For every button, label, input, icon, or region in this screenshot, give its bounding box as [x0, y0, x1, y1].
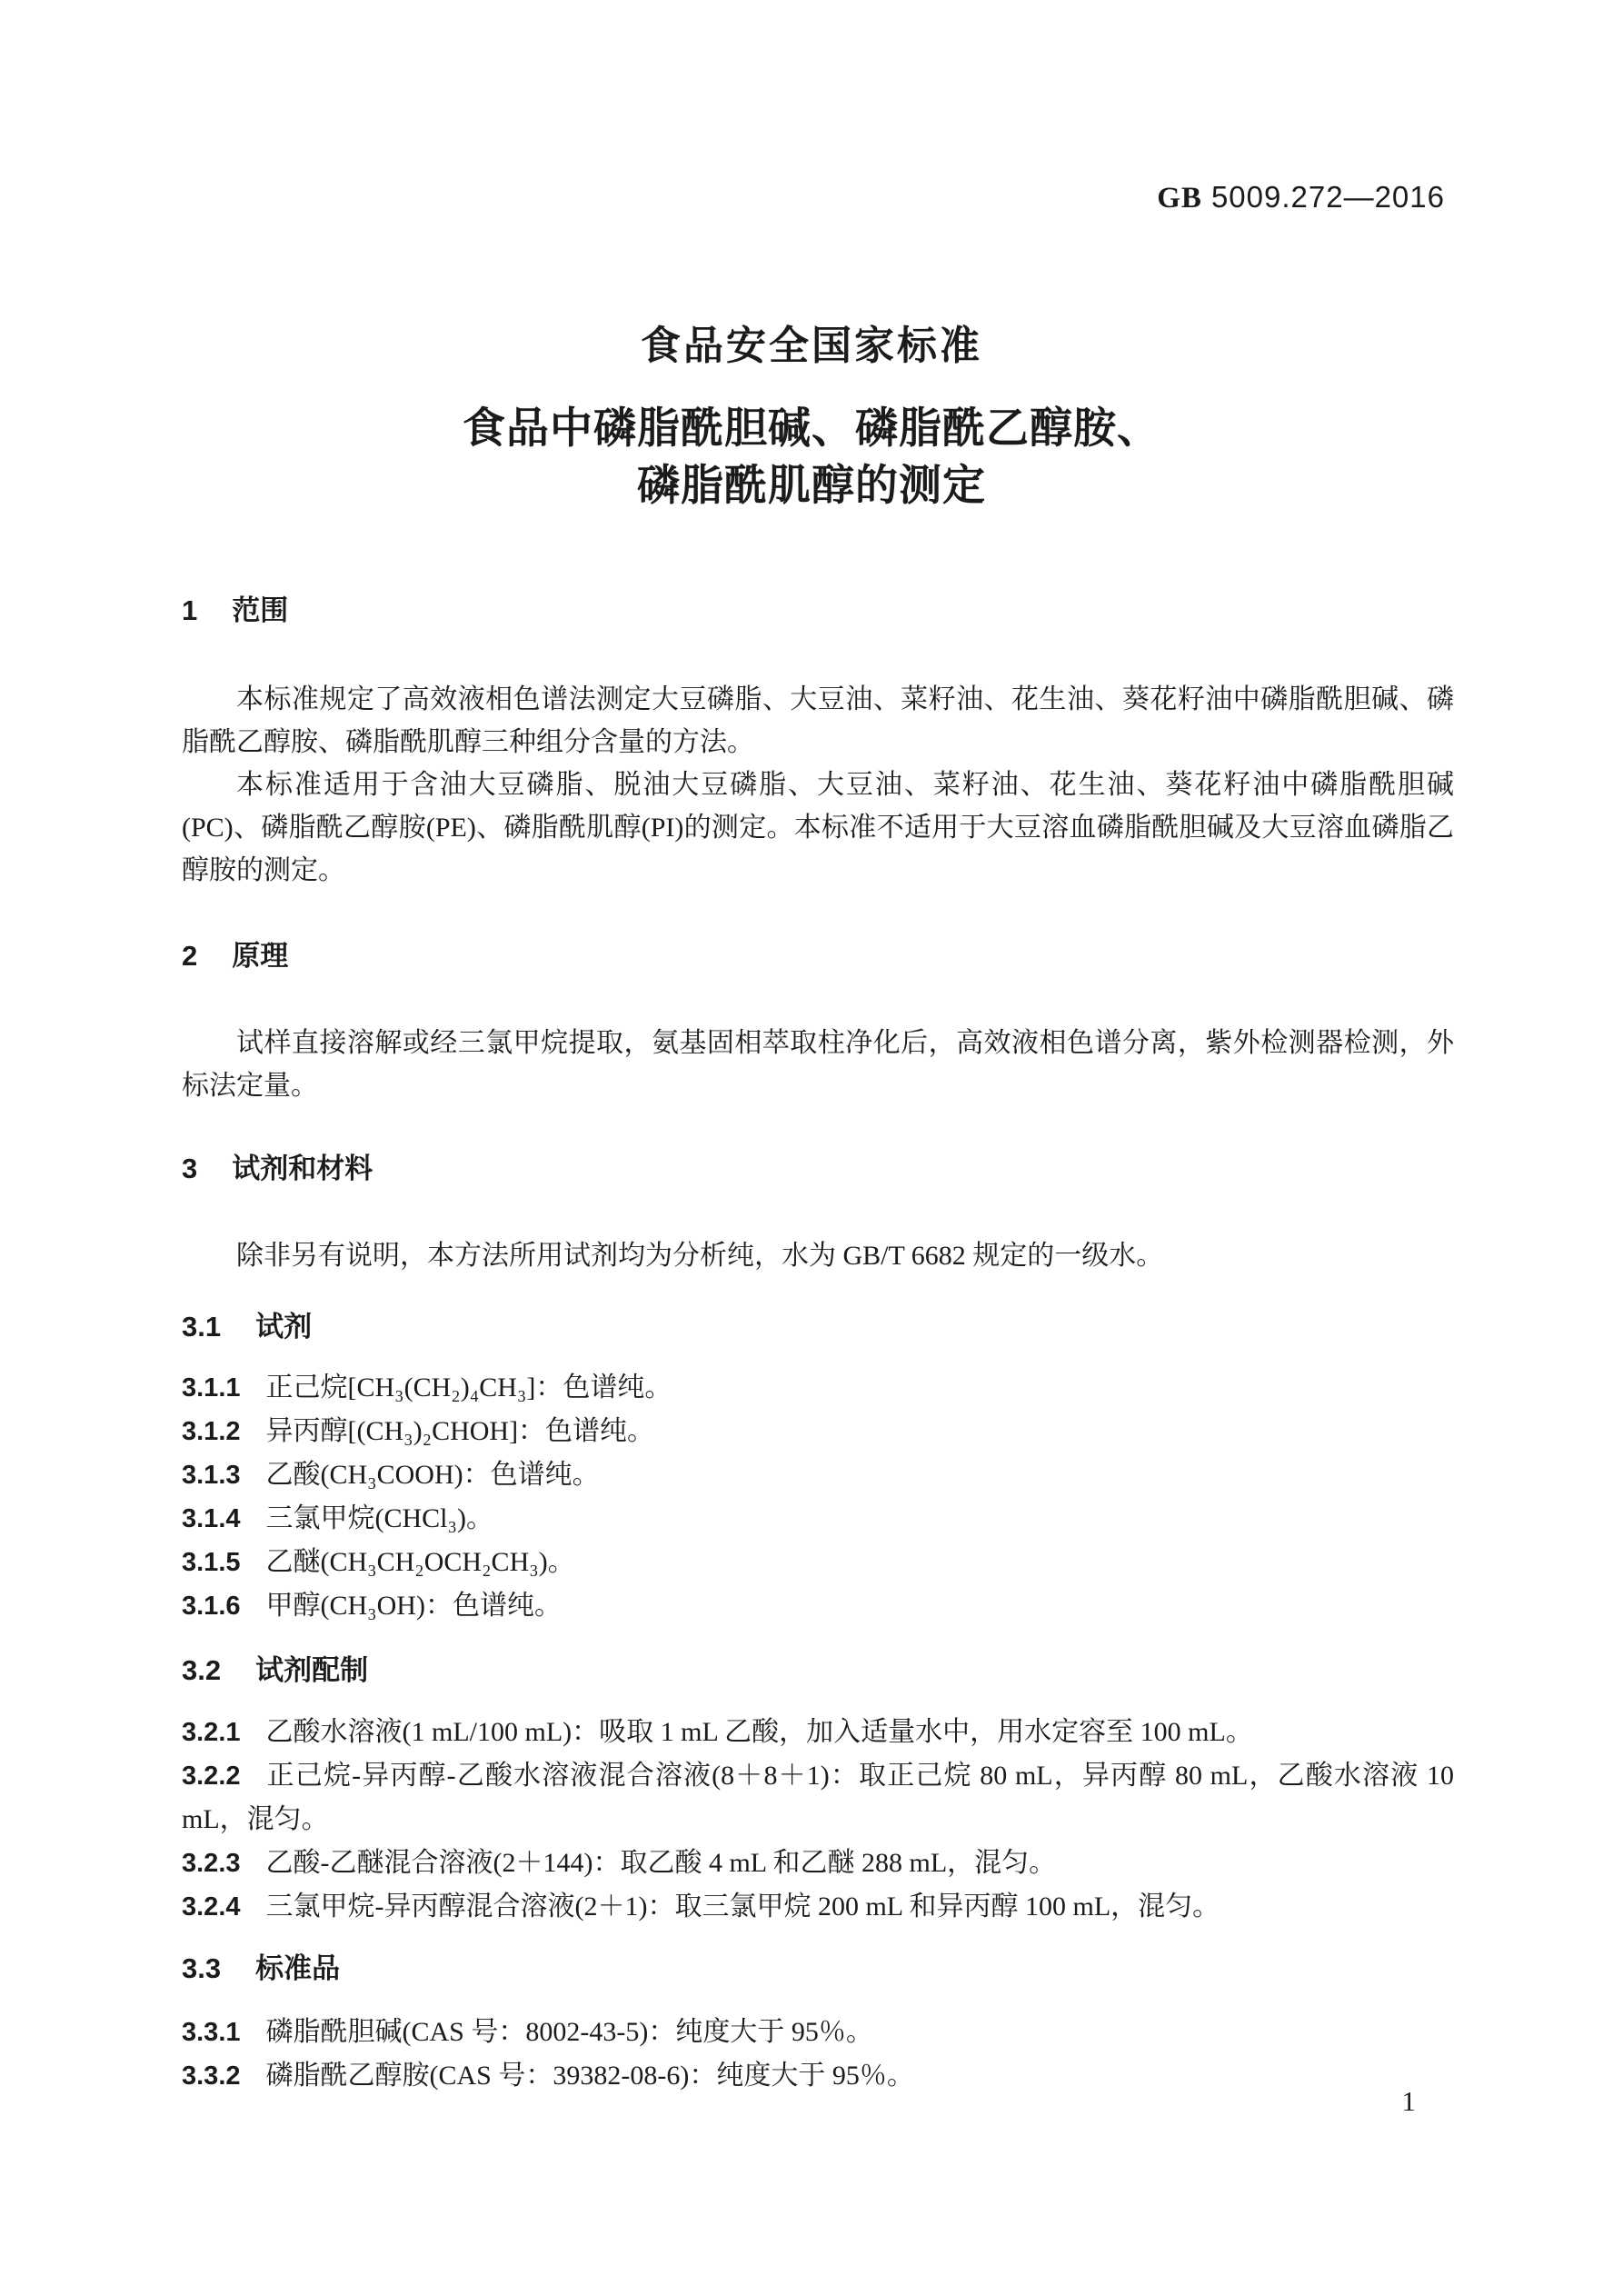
clause-3-1-3 — [182, 1453, 1454, 1497]
scope-paragraph-1: 本标准规定了高效液相色谱法测定大豆磷脂、大豆油、菜籽油、花生油、葵花籽油中磷脂酰胆碱、磷脂酰乙醇胺、磷脂酰肌醇三种组分含量的方法。 — [182, 684, 1454, 757]
standard-code-number: 5009.272—2016 — [1210, 180, 1445, 214]
clause-text: 磷脂酰乙醇胺(CAS 号：39382-08-6)：纯度大于 95％。 — [265, 2061, 914, 2091]
clause-3-2-3 — [182, 1842, 1454, 1885]
clause-list-3-3 — [182, 2011, 1454, 2098]
section-number: 1 — [182, 594, 198, 626]
clause-number: 3.1.4 — [182, 1504, 241, 1533]
clause-number: 3.2.3 — [182, 1849, 241, 1878]
clause-3-1-2 — [182, 1410, 1454, 1453]
subsection-heading-3-1 — [182, 1307, 1454, 1347]
section-number: 3 — [182, 1153, 198, 1184]
clause-text: 乙酸(CH₃COOH)：色谱纯。 — [265, 1460, 600, 1490]
clause-number: 3.3.2 — [182, 2061, 241, 2091]
clause-number: 3.2.1 — [182, 1718, 241, 1747]
clause-number: 3.1.5 — [182, 1548, 241, 1577]
subsection-title: 试剂 — [255, 1311, 313, 1343]
clause-3-2-1 — [182, 1711, 1454, 1754]
subsection-number: 3.3 — [182, 1952, 222, 1984]
subsection-title: 试剂配制 — [255, 1654, 369, 1686]
section-heading-principle — [182, 936, 1454, 976]
clause-text: 磷脂酰胆碱(CAS 号：8002-43-5)：纯度大于 95％。 — [265, 2017, 873, 2047]
page-number: 1 — [1401, 2085, 1416, 2117]
clause-3-3-1 — [182, 2011, 1454, 2054]
subsection-number: 3.2 — [182, 1654, 222, 1686]
clause-number: 3.1.1 — [182, 1373, 241, 1403]
clause-text: 正己烷-异丙醇-乙酸水溶液混合溶液(8＋8＋1)：取正己烷 80 mL，异丙醇 80 mL，乙酸水溶液 10 mL，混匀。 — [182, 1761, 1454, 1834]
clause-3-2-2 — [182, 1754, 1454, 1842]
clause-number: 3.1.2 — [182, 1417, 241, 1446]
clause-text: 乙酸-乙醚混合溶液(2＋144)：取乙酸 4 mL 和乙醚 288 mL，混匀。 — [265, 1848, 1057, 1878]
subsection-heading-3-2 — [182, 1651, 1454, 1691]
doc-title-line1: 食品安全国家标准 — [641, 324, 982, 368]
scope-paragraph-2: 本标准适用于含油大豆磷脂、脱油大豆磷脂、大豆油、菜籽油、花生油、葵花籽油中磷脂酰胆碱(PC)、磷脂酰乙醇胺(PE)、磷脂酰肌醇(PI)的测定。本标准不适用于大豆溶血磷脂酰胆碱及大豆溶血磷脂乙醇胺的测定。 — [182, 770, 1454, 885]
clause-list-3-2 — [182, 1711, 1454, 1929]
clause-list-3-1 — [182, 1366, 1454, 1628]
clause-3-1-4 — [182, 1497, 1454, 1541]
clause-text: 三氯甲烷(CHCl₃)。 — [265, 1503, 493, 1533]
section-title: 范围 — [232, 594, 289, 626]
standard-code-prefix: GB — [1157, 182, 1202, 215]
subsection-number: 3.1 — [182, 1311, 222, 1343]
section-title: 原理 — [232, 940, 289, 972]
doc-title-line3: 磷脂酰肌醇的测定 — [637, 461, 986, 509]
reagents-intro-paragraph: 除非另有说明，本方法所用试剂均为分析纯，水为 GB/T 6682 规定的一级水。 — [236, 1241, 1164, 1271]
section-heading-scope — [182, 591, 1454, 631]
subsection-title: 标准品 — [255, 1952, 341, 1984]
section-title: 试剂和材料 — [232, 1153, 373, 1184]
clause-3-3-2 — [182, 2054, 1454, 2098]
clause-3-1-5 — [182, 1541, 1454, 1584]
clause-text: 异丙醇[(CH₃)₂CHOH]：色谱纯。 — [265, 1416, 655, 1446]
clause-number: 3.1.3 — [182, 1461, 241, 1490]
section-number: 2 — [182, 940, 198, 972]
clause-text: 乙醚(CH₃CH₂OCH₂CH₃)。 — [265, 1547, 575, 1577]
standard-code — [1157, 180, 1445, 215]
principle-paragraph: 试样直接溶解或经三氯甲烷提取，氨基固相萃取柱净化后，高效液相色谱分离，紫外检测器检测，外标法定量。 — [182, 1028, 1454, 1101]
clause-3-2-4 — [182, 1885, 1454, 1929]
clause-text: 甲醇(CH₃OH)：色谱纯。 — [265, 1591, 562, 1621]
clause-text: 正己烷[CH₃(CH₂)₄CH₃]：色谱纯。 — [265, 1373, 672, 1403]
subsection-heading-3-3 — [182, 1949, 1454, 1989]
clause-number: 3.2.2 — [182, 1762, 241, 1791]
clause-text: 三氯甲烷-异丙醇混合溶液(2＋1)：取三氯甲烷 200 mL 和异丙醇 100 mL，混匀。 — [265, 1892, 1220, 1922]
doc-title-line2: 食品中磷脂酰胆碱、磷脂酰乙醇胺、 — [463, 404, 1160, 452]
clause-number: 3.2.4 — [182, 1892, 241, 1922]
clause-number: 3.1.6 — [182, 1592, 241, 1621]
clause-3-1-6 — [182, 1584, 1454, 1628]
clause-number: 3.3.1 — [182, 2018, 241, 2047]
clause-text: 乙酸水溶液(1 mL/100 mL)：吸取 1 mL 乙酸，加入适量水中，用水定容至 100 mL。 — [265, 1717, 1253, 1747]
section-heading-reagents — [182, 1149, 1454, 1189]
clause-3-1-1 — [182, 1366, 1454, 1410]
